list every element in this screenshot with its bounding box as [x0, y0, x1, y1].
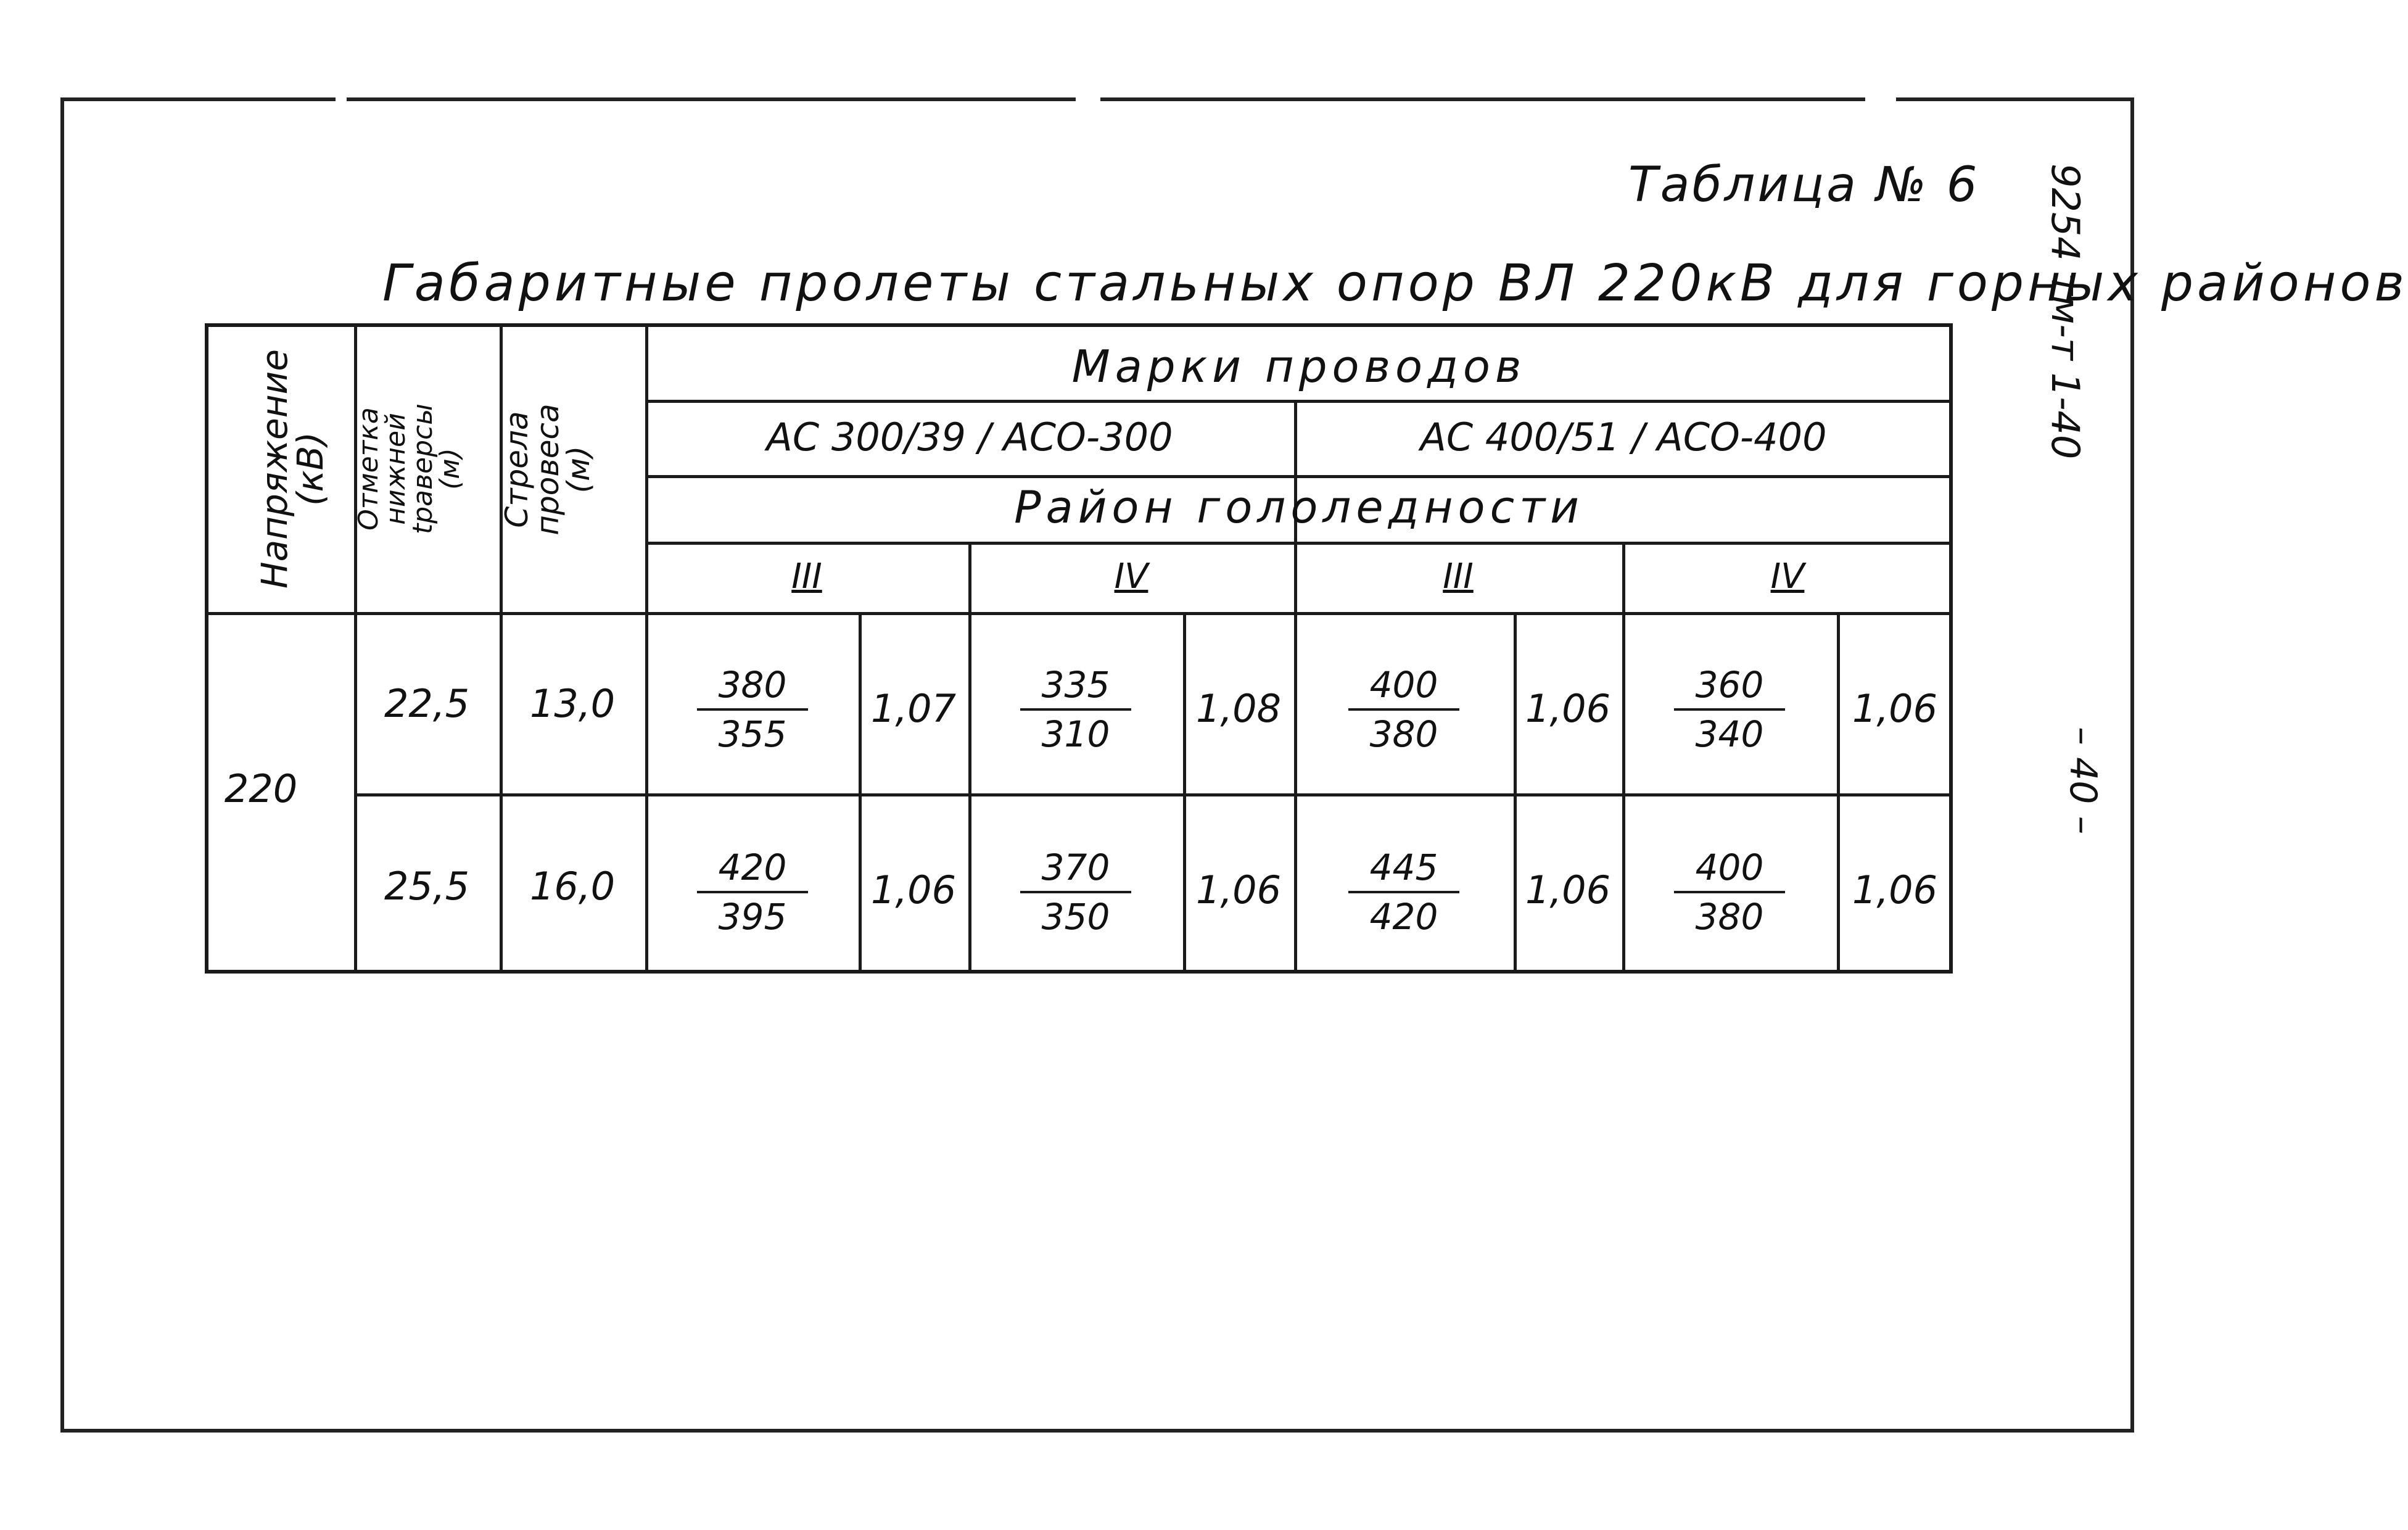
span-fraction: [1342, 664, 1466, 755]
table-title: Габаритные пролеты стальных опор ВЛ 220кВ для горных районов: [382, 254, 2408, 313]
span-reduced: 355: [718, 713, 787, 755]
grid-line: [645, 475, 1953, 478]
span-fraction: [691, 846, 814, 938]
span-normal: 420: [697, 846, 808, 893]
header-brand-group-1: АС 300/39 / АСО-300: [766, 415, 1173, 460]
span-normal: 335: [1020, 664, 1131, 711]
grid-line: [1622, 542, 1625, 974]
span-normal: 445: [1348, 846, 1459, 893]
span-coefficient: 1,06: [870, 867, 957, 912]
grid-line: [645, 400, 1953, 403]
span-coefficient: 1,06: [1525, 686, 1611, 731]
frame-gap: [1076, 95, 1100, 104]
header-wire-brands: Марки проводов: [1071, 341, 1527, 392]
span-reduced: 380: [1369, 713, 1438, 755]
frame-gap: [1865, 95, 1896, 104]
span-fraction: [691, 664, 814, 755]
span-normal: 360: [1674, 664, 1785, 711]
span-fraction: [1668, 664, 1791, 755]
span-reduced: 310: [1041, 713, 1110, 755]
span-normal: 370: [1020, 846, 1131, 893]
grid-line: [645, 542, 1953, 545]
span-coefficient: 1,07: [870, 686, 957, 731]
span-fraction: [1014, 664, 1137, 755]
span-fraction: [1668, 846, 1791, 938]
header-region-3: III: [1443, 556, 1474, 597]
span-fraction: [1014, 846, 1137, 938]
span-reduced: 350: [1041, 896, 1110, 938]
span-reduced: 395: [718, 896, 787, 938]
span-normal: 380: [697, 664, 808, 711]
span-reduced: 340: [1695, 713, 1764, 755]
header-voltage: Напряжение (кВ): [254, 349, 331, 589]
table-caption: Таблица № 6: [1628, 157, 1980, 213]
span-coefficient: 1,08: [1195, 686, 1282, 731]
span-normal: 400: [1348, 664, 1459, 711]
grid-line: [208, 612, 1953, 615]
grid-line: [968, 542, 971, 974]
span-coefficient: 1,06: [1525, 867, 1611, 912]
span-fraction: [1342, 846, 1466, 938]
span-coefficient: 1,06: [1195, 867, 1282, 912]
span-reduced: 380: [1695, 896, 1764, 938]
crossarm-value: 25,5: [384, 864, 470, 909]
grid-line: [354, 793, 1953, 796]
header-sag: Стрела провеса (м): [499, 403, 596, 536]
sag-value: 16,0: [529, 864, 616, 909]
page-number: – 40 –: [2061, 727, 2105, 835]
spans-table: [205, 323, 1953, 974]
voltage-value: 220: [224, 766, 298, 811]
document-code: 9254 тм-т 1-40: [2043, 163, 2088, 460]
header-region-4: IV: [1770, 556, 1805, 597]
span-reduced: 420: [1369, 896, 1438, 938]
header-ice-region: Район гололедности: [1014, 481, 1584, 533]
header-region-1: III: [791, 556, 822, 597]
span-normal: 400: [1674, 846, 1785, 893]
crossarm-value: 22,5: [384, 681, 470, 726]
header-brand-group-2: АС 400/51 / АСО-400: [1420, 415, 1827, 460]
frame-gap: [336, 95, 347, 104]
header-region-2: IV: [1114, 556, 1148, 597]
span-coefficient: 1,06: [1852, 686, 1938, 731]
header-crossarm: Отметка нижней tраверсы (м): [353, 403, 466, 535]
span-coefficient: 1,06: [1852, 867, 1938, 912]
sag-value: 13,0: [529, 681, 616, 726]
